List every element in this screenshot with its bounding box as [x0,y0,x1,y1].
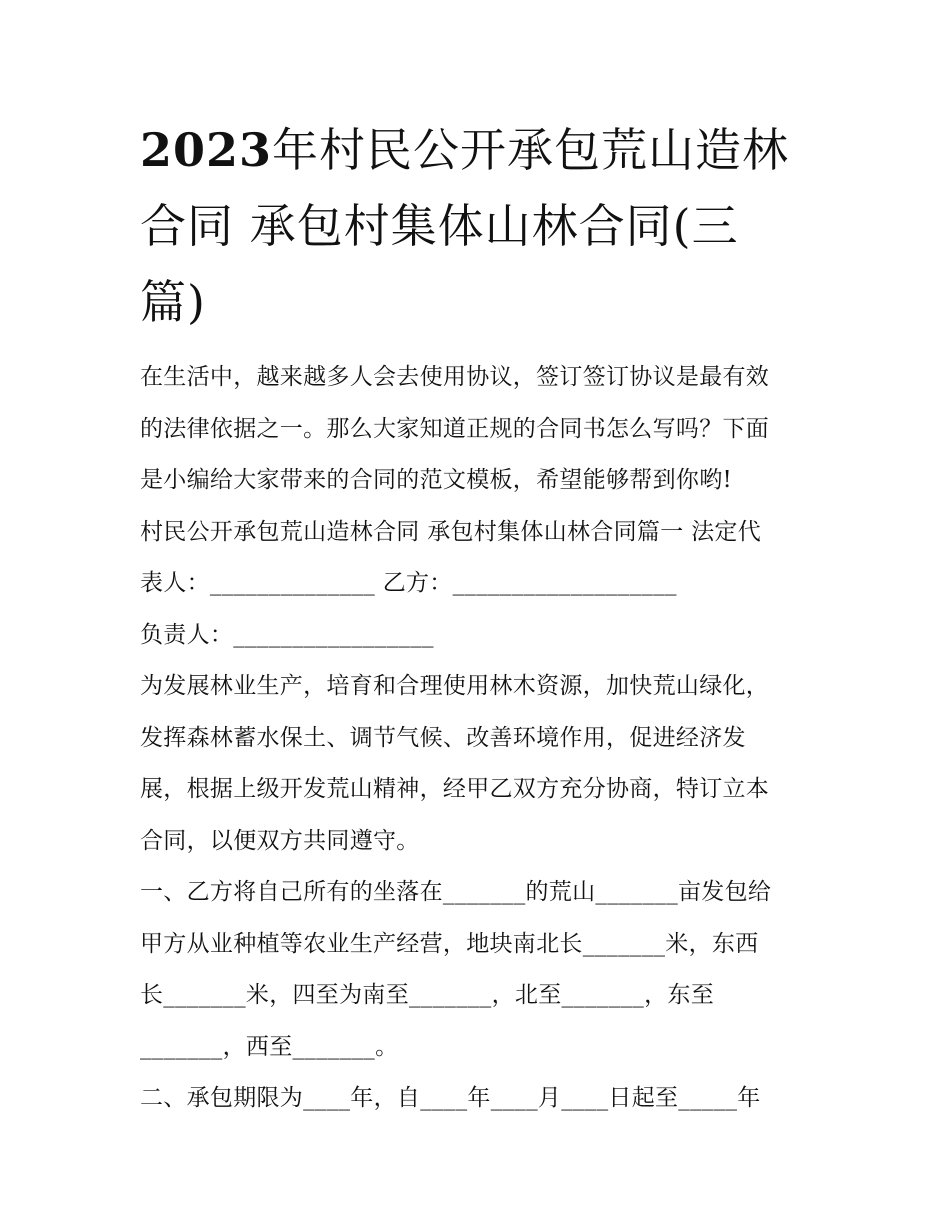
body-line: 为发展林业生产，培育和合理使用林木资源，加快荒山绿化， [140,673,770,699]
body-line: 的法律依据之一。那么大家知道正规的合同书怎么写吗？下面 [140,415,770,442]
body-line: 二、承包期限为____年，自____年____月____日起至_____年 [140,1085,761,1111]
body-line: 甲方从业种植等农业生产经营，地块南北长_______米，东西 [140,930,759,957]
body-line: 展，根据上级开发荒山精神，经甲乙双方充分协商，特订立本 [140,776,770,802]
title-line1-rest: 年村民公开承包荒山造林 [272,123,790,177]
title-line3: 篇) [140,275,206,329]
document-title [140,112,820,340]
body-line: 一、乙方将自己所有的坐落在_______的荒山_______亩发包给 [140,879,772,905]
document-body [140,352,820,1125]
body-line: 村民公开承包荒山造林合同 承包村集体山林合同篇一 法定代 [140,518,762,545]
body-line: 负责人：_________________ [140,621,434,648]
body-line: 合同，以便双方共同遵守。 [140,827,420,854]
body-line: 是小编给大家带来的合同的范文模板，希望能够帮到你哟! [140,467,733,493]
body-line: _______，西至_______。 [140,1033,399,1060]
body-line: 表人：______________ 乙方：___________________ [140,570,677,596]
title-year: 2023 [140,123,273,177]
body-line: 在生活中，越来越多人会去使用协议，签订签订协议是最有效 [140,364,770,390]
body-line: 长_______米，四至为南至_______，北至_______，东至 [140,982,714,1008]
title-line2: 合同 承包村集体山林合同(三 [140,199,739,253]
body-line: 发挥森林蓄水保土、调节气候、改善环境作用，促进经济发 [140,724,746,751]
